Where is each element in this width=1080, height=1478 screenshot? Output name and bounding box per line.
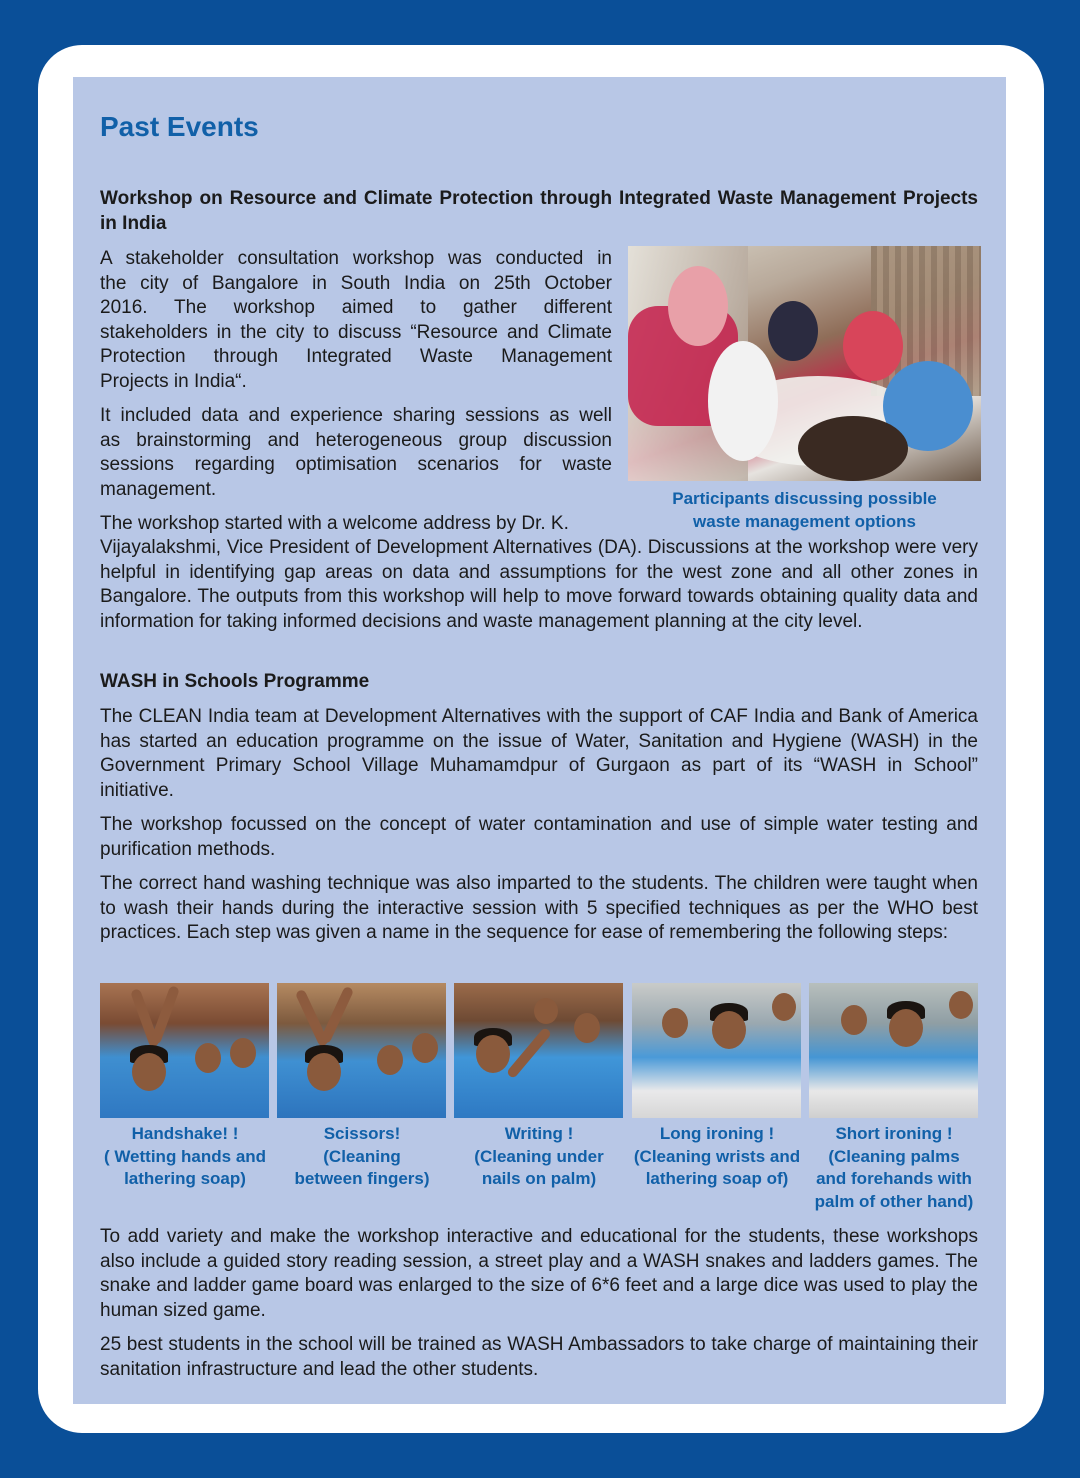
step-caption: Long ironing ! (Cleaning wrists and lathering soap of) xyxy=(633,1124,801,1188)
workshop-photo-caption xyxy=(628,487,981,533)
step-short-ironing xyxy=(809,983,978,1213)
event1-para2-line: sessions regarding optimisation scenarios for waste xyxy=(100,454,612,475)
step-photo xyxy=(809,983,978,1118)
event2-para4: To add variety and make the workshop interactive and educational for the students, these workshops also include a guided story reading session, a street play and a WASH snakes and ladders games. The snake and ladder game board was enlarged to the size of 6*6 feet and a large dice was used to play the human sized game. xyxy=(100,1226,978,1321)
event1-para1-line: stakeholders in the city to discuss “Resource and Climate xyxy=(100,321,612,343)
workshop-photo xyxy=(628,246,981,481)
event2-para2: The workshop focussed on the concept of water contamination and use of simple water testing and purification methods. xyxy=(100,814,978,860)
caption-line: Participants discussing possible xyxy=(672,489,937,508)
caption-line: waste management options xyxy=(693,512,916,531)
event1-para1-line: Protection through Integrated Waste Management xyxy=(100,346,612,367)
event1-para3-first: The workshop started with a welcome address by Dr. K. xyxy=(100,513,569,534)
event1-para1-line: 2016. The workshop aimed to gather different xyxy=(100,297,612,318)
event1-para1-line: the city of Bangalore in South India on 25th October xyxy=(100,272,612,294)
step-long-ironing xyxy=(632,983,801,1191)
event1-para3: Vijayalakshmi, Vice President of Development Alternatives (DA). Discussions at the workshop were very helpful in identifying gap areas on data and assumptions for the west zone and all other zones in Bangalore. The outputs from this workshop will help to move forward towards obtaining quality data and information for taking informed decisions and waste management planning at the city level. xyxy=(100,537,978,632)
event1-para2-line: It included data and experience sharing sessions as well xyxy=(100,405,612,426)
event2-heading: WASH in Schools Programme xyxy=(100,671,370,692)
event1-para2-line: as brainstorming and heterogeneous group discussion xyxy=(100,429,612,451)
event1-para1 xyxy=(100,247,612,394)
step-caption: Handshake! ! ( Wetting hands and lathering soap) xyxy=(103,1124,267,1188)
event1-para1-line: A stakeholder consultation workshop was conducted in xyxy=(100,248,612,269)
event1-para1-line: Projects in India“. xyxy=(100,370,247,392)
step-caption: Scissors! (Cleaning between fingers) xyxy=(294,1124,430,1188)
step-handshake xyxy=(100,983,269,1191)
step-caption: Short ironing ! (Cleaning palms and forehands with palm of other hand) xyxy=(814,1124,974,1211)
event2-para5: 25 best students in the school will be trained as WASH Ambassadors to take charge of maintaining their sanitation infrastructure and lead the other students. xyxy=(100,1334,978,1380)
step-photo xyxy=(277,983,446,1118)
event2-para3: The correct hand washing technique was also imparted to the students. The children were taught when to wash their hands during the interactive session with 5 specified techniques as per the WHO best practices. Each step was given a name in the sequence for ease of remembering the following steps: xyxy=(100,873,978,943)
step-caption: Writing ! (Cleaning under nails on palm) xyxy=(474,1124,604,1188)
step-scissors xyxy=(277,983,446,1191)
event1-para2 xyxy=(100,404,612,502)
step-writing xyxy=(454,983,623,1191)
step-photo xyxy=(454,983,623,1118)
event1-heading: Workshop on Resource and Climate Protection through Integrated Waste Management Projects in India xyxy=(100,188,978,234)
step-photo xyxy=(100,983,269,1118)
handwash-steps xyxy=(100,983,978,1215)
event2-para1: The CLEAN India team at Development Alternatives with the support of CAF India and Bank of America has started an education programme on the issue of Water, Sanitation and Hygiene (WASH) in the Government Primary School Village Muhamamdpur of Gurgaon as part of its “WASH in School” initiative. xyxy=(100,706,978,801)
event1-para2-line: management. xyxy=(100,478,217,500)
section-title: Past Events xyxy=(100,111,259,142)
step-photo xyxy=(632,983,801,1118)
